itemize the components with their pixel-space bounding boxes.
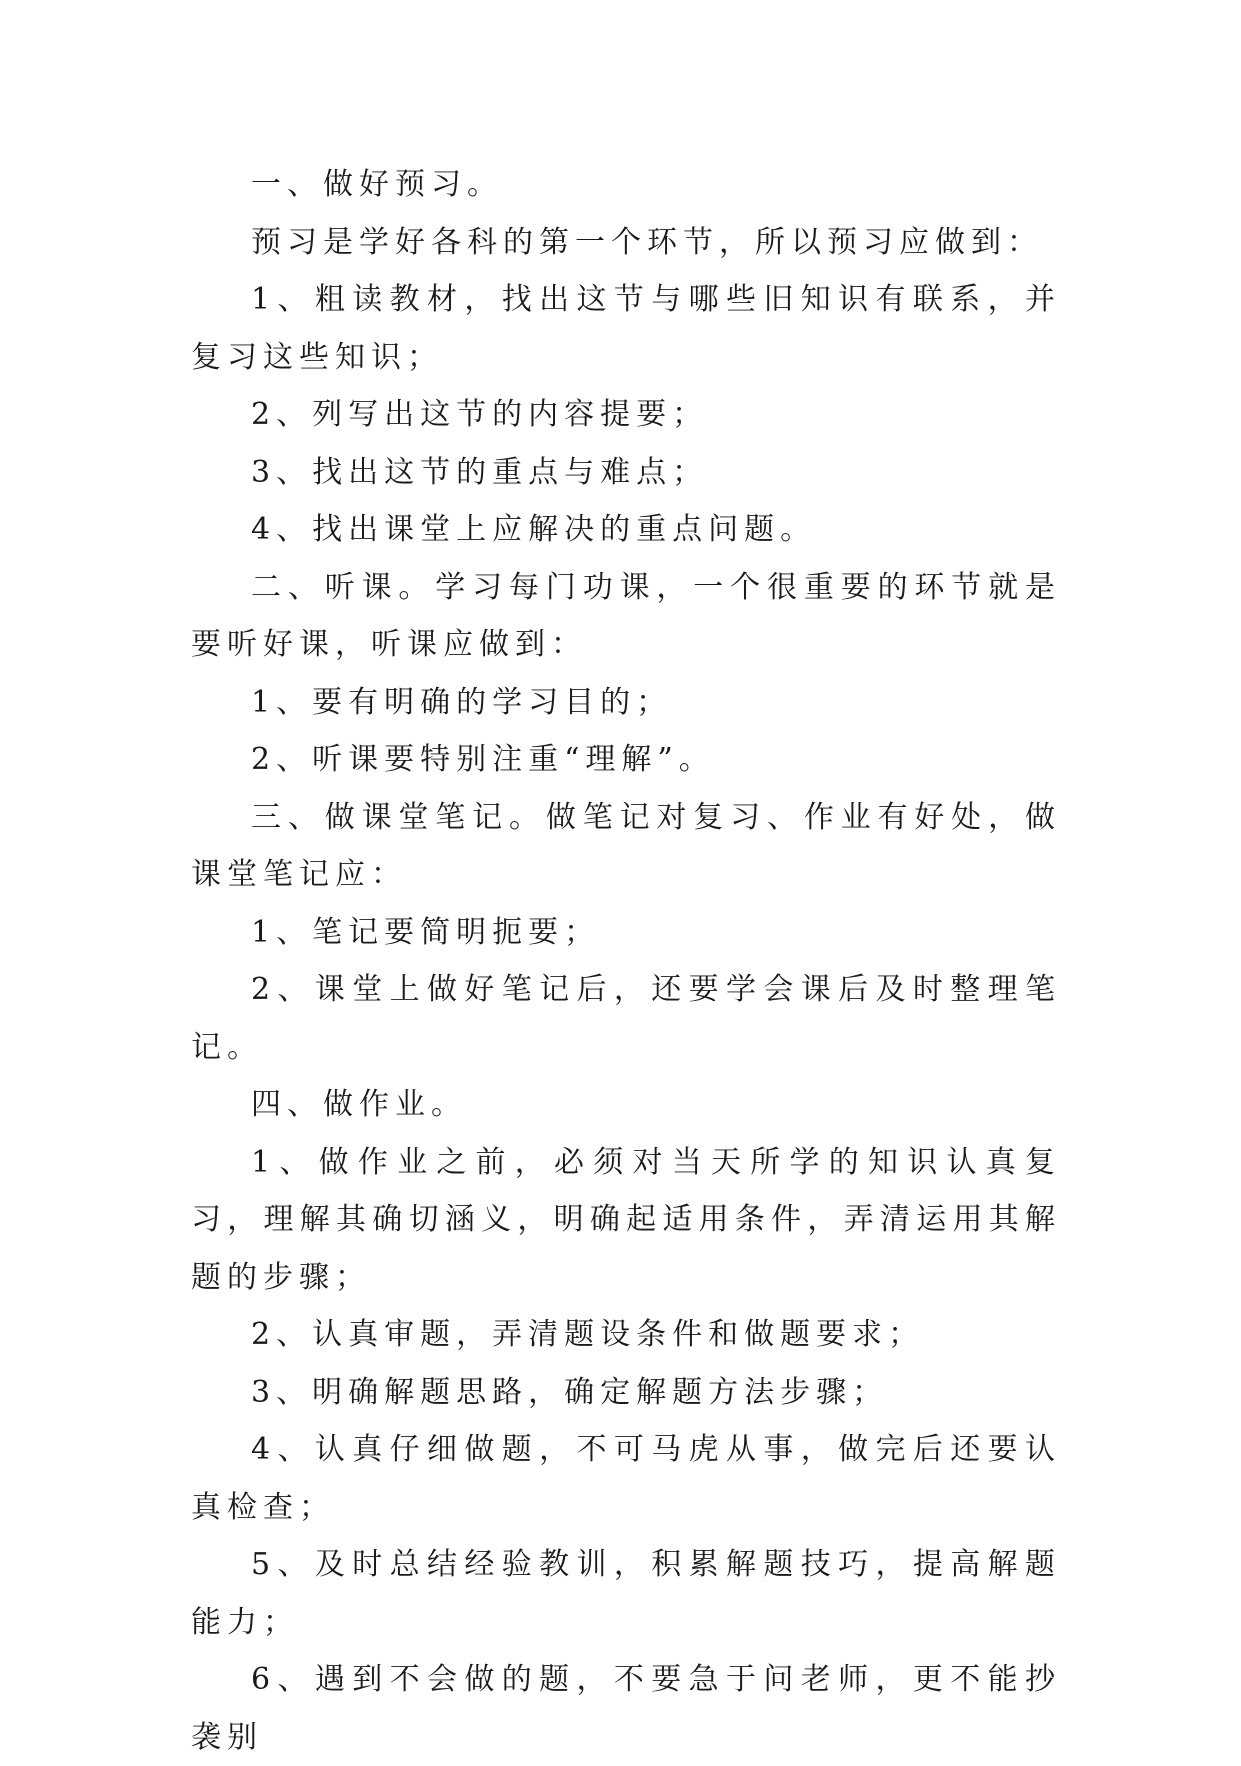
list-item: 2、认真审题，弄清题设条件和做题要求； (251, 1317, 925, 1352)
list-item: 1、笔记要简明扼要； (251, 914, 601, 950)
list-item: 5、及时总结经验教训，积累解题技巧，提高解题能力； (191, 1547, 1061, 1640)
list-item: 1、做作业之前，必须对当天所学的知识认真复习，理解其确切涵义，明确起适用条件，弄清运用其解题的步骤； (191, 1144, 1061, 1295)
section-heading-homework: 四、做作业。 (251, 1087, 467, 1122)
section-heading-notes: 三、做课堂笔记。做笔记对复习、作业有好处，做课堂笔记应： (191, 799, 1061, 892)
paragraph: 预习是学好各科的第一个环节，所以预习应做到： (251, 224, 1043, 260)
section-heading-listening: 二、听课。学习每门功课，一个很重要的环节就是要听好课，听课应做到： (191, 569, 1061, 662)
document-body (191, 156, 1061, 1766)
list-item: 2、列写出这节的内容提要； (251, 397, 709, 432)
list-item: 3、找出这节的重点与难点； (251, 454, 709, 490)
list-item: 1、粗读教材，找出这节与哪些旧知识有联系，并复习这些知识； (191, 282, 1061, 375)
list-item: 2、听课要特别注重“理解”。 (251, 742, 715, 777)
list-item: 4、认真仔细做题，不可马虎从事，做完后还要认真检查； (191, 1432, 1061, 1525)
list-item: 1、要有明确的学习目的； (251, 684, 673, 720)
list-item: 4、找出课堂上应解决的重点问题。 (251, 512, 817, 547)
list-item: 3、明确解题思路，确定解题方法步骤； (251, 1374, 889, 1410)
list-item: 6、遇到不会做的题，不要急于问老师，更不能抄袭别 (191, 1662, 1061, 1755)
section-heading-preview: 一、做好预习。 (251, 167, 503, 202)
list-item: 2、课堂上做好笔记后，还要学会课后及时整理笔记。 (191, 972, 1061, 1065)
